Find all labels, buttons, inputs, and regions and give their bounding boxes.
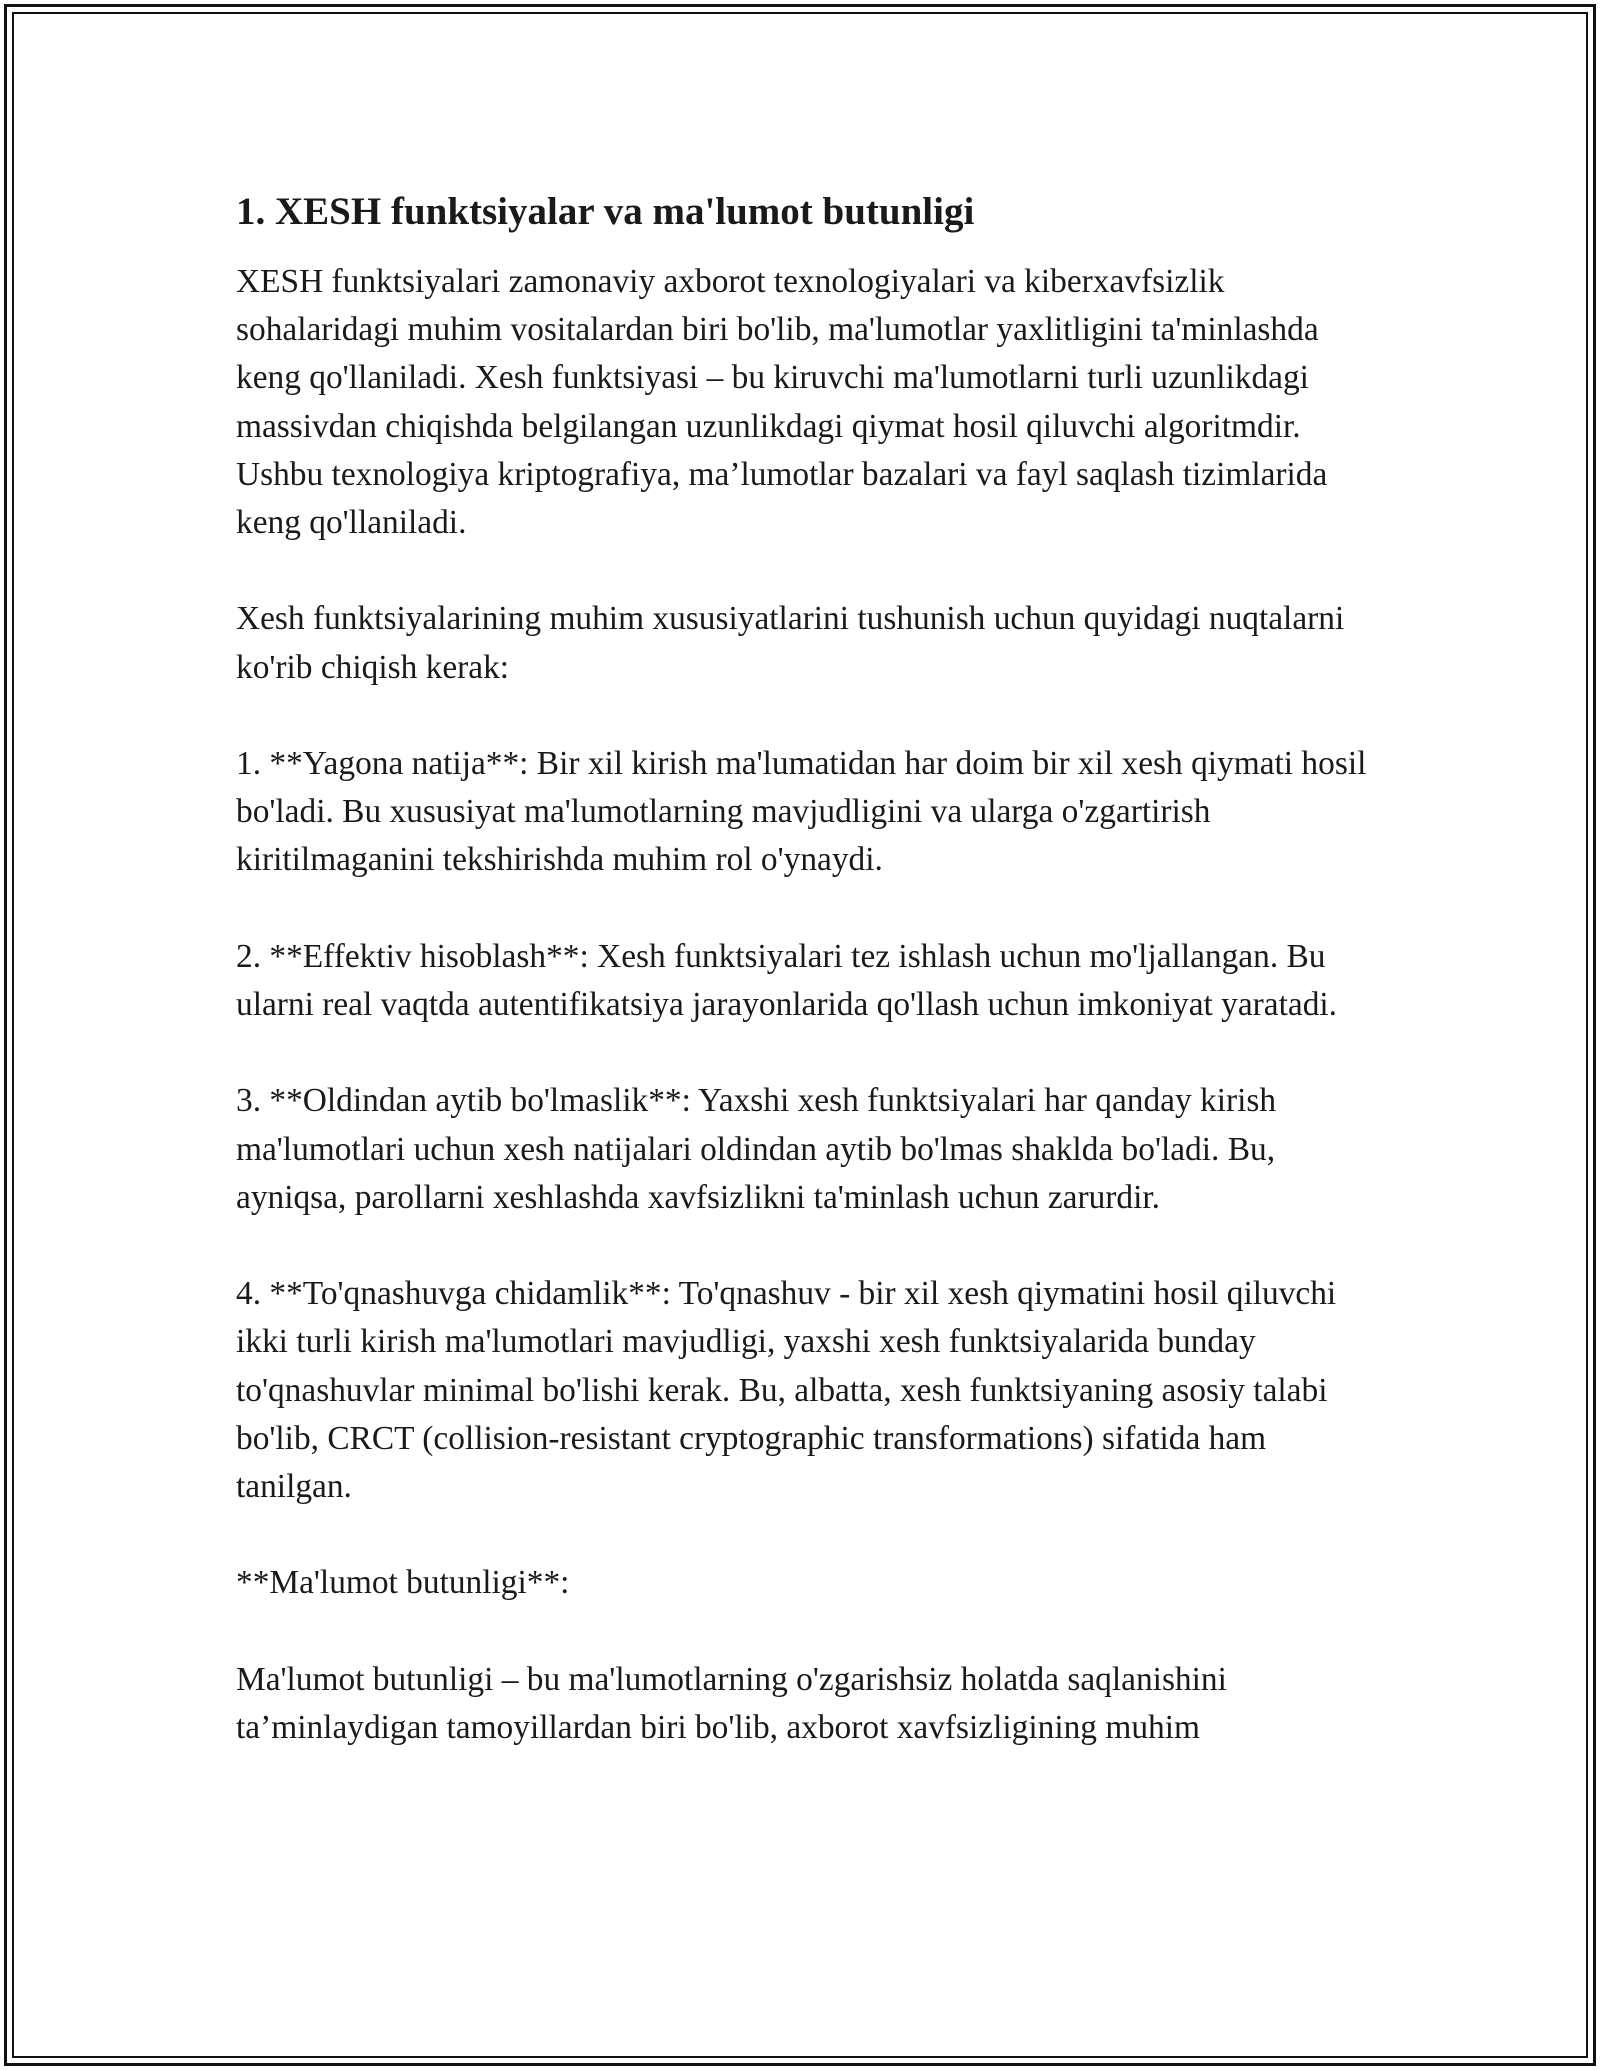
- property-item-1: 1. **Yagona natija**: Bir xil kirish ma'lumatidan har doim bir xil xesh qiymati hosil bo'ladi. Bu xususiyat ma'lumotlarning mavjudligini va ularga o'zgartirish kiritilmaganini tekshirishda muhim rol o'ynaydi.: [236, 745, 1367, 879]
- section-heading-data-integrity: **Ma'lumot butunligi**:: [236, 1564, 570, 1602]
- properties-intro-paragraph: Xesh funktsiyalarining muhim xususiyatlarini tushunish uchun quyidagi nuqtalarni ko'rib chiqish kerak:: [236, 600, 1345, 686]
- property-item-4: 4. **To'qnashuvga chidamlik**: To'qnashuv - bir xil xesh qiymatini hosil qiluvchi ikki turli kirish ma'lumotlari mavjudligi, yaxshi xesh funktsiyalarida bunday to'qnashuvlar minimal bo'lishi kerak. Bu, albatta, xesh funktsiyaning asosiy talabi bo'lib, CRCT (collision-resistant cryptographic transformations) sifatida ham tanilgan.: [236, 1275, 1337, 1505]
- document-title: 1. XESH funktsiyalar va ma'lumot butunligi: [236, 190, 975, 233]
- data-integrity-paragraph: Ma'lumot butunligi – bu ma'lumotlarning o'zgarishsiz holatda saqlanishini ta’minlaydigan tamoyillardan biri bo'lib, axborot xavfsizligining muhim: [236, 1660, 1227, 1746]
- property-item-2: 2. **Effektiv hisoblash**: Xesh funktsiyalari tez ishlash uchun mo'ljallangan. Bu ularni real vaqtda autentifikatsiya jarayonlarida qo'llash uchun imkoniyat yaratadi.: [236, 937, 1338, 1023]
- property-item-3: 3. **Oldindan aytib bo'lmaslik**: Yaxshi xesh funktsiyalari har qanday kirish ma'lumotlari uchun xesh natijalari oldindan aytib bo'lmas shaklda bo'ladi. Bu, ayniqsa, parollarni xeshlashda xavfsizlikni ta'minlash uchun zarurdir.: [236, 1082, 1277, 1216]
- intro-paragraph: XESH funktsiyalari zamonaviy axborot texnologiyalari va kiberxavfsizlik sohalaridagi muhim vositalardan biri bo'lib, ma'lumotlar yaxlitligini ta'minlashda keng qo'llaniladi. Xesh funktsiyasi – bu kiruvchi ma'lumotlarni turli uzunlikdagi massivdan chiqishda belgilangan uzunlikdagi qiymat hosil qiluvchi algoritmdir. Ushbu texnologiya kriptografiya, ma’lumotlar bazalari va fayl saqlash tizimlarida keng qo'llaniladi.: [236, 263, 1328, 542]
- document-body: [236, 188, 1376, 1800]
